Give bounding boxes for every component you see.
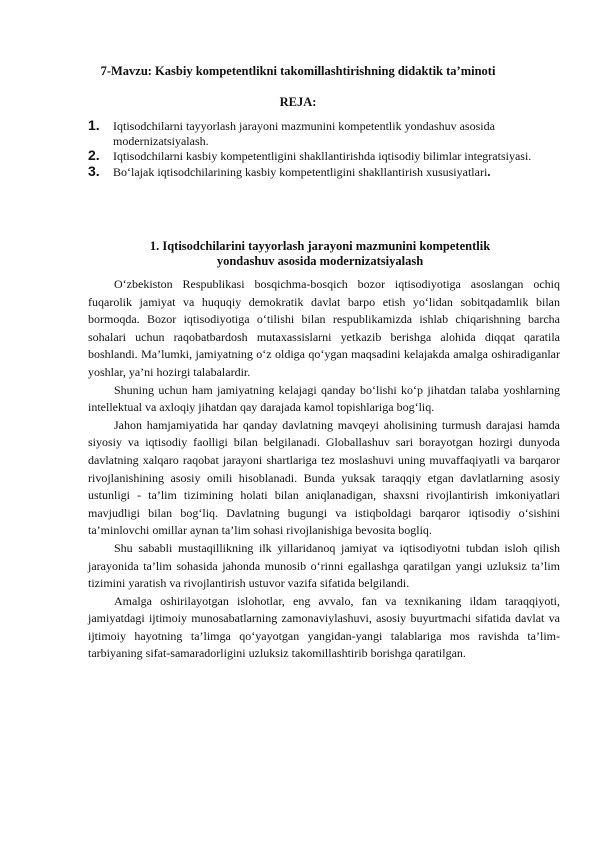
- outline-item-number: 2.: [88, 147, 100, 163]
- plan-outline: [88, 119, 538, 180]
- body-text: [88, 276, 560, 663]
- paragraph: Jahon hamjamiyatida har qanday davlatning mavqeyi aholisining turmush darajasi hamda siyosiy va iqtisodiy faolligi bilan belgilanadi. Globallashuv sari borayotgan hozirgi dunyoda davlatning xalqaro raqobat jarayoni shartlariga tez moslashuvi uning muvaffaqiyatli va barqaror rivojlanishining asosiy omili hisoblanadi. Bunda yuksak taraqqiy etgan davlatlarning asosiy ustunligi - ta’lim tizimining holati bilan aniqlanadigan, shaxsni rivojlantirish imkoniyatlari mavjudligi bilan bog‘liq. Davlatning bugungi va istiqboldagi barqaror iqtisodiy o‘sishini ta’minlovchi omillar aynan ta’lim sohasi rivojlanishiga bevosita bogliq.: [88, 417, 560, 538]
- outline-item: [88, 149, 538, 164]
- outline-item-text: Bo‘lajak iqtisodchilarining kasbiy kompetentligini shakllantirish xususiyatlari: [113, 164, 488, 179]
- document-title: 7-Mavzu: Kasbiy kompetentlikni takomillashtirishning didaktik ta’minoti: [100, 64, 496, 78]
- outline-item-number: 3.: [88, 162, 100, 179]
- outline-item-text: Iqtisodchilarni kasbiy kompetentligini shakllantirishda iqtisodiy bilimlar integratsiyasi.: [113, 149, 532, 163]
- paragraph: O‘zbekiston Respublikasi bosqichma-bosqich bozor iqtisodiyotiga asoslangan ochiq fuqarolik jamiyat va huquqiy demokratik davlat barpo etish yo‘lidan sobitqadamlik bilan bormoqda. Bozor iqtisodiyotiga o‘tilishi bilan respublikamizda ishlab chiqarishning barcha sohalari uchun raqobatbardosh mutaxassislarni yetkazib berishga alohida diqqat qaratila boshlandi. Ma’lumki, jamiyatning o‘z oldiga qo‘ygan maqsadini kelajakda amalga oshiradiganlar yoshlar, ya’ni hozirgi talabalardir.: [88, 277, 560, 379]
- outline-item-period: .: [487, 163, 491, 179]
- paragraph: Amalga oshirilayotgan islohotlar, eng avvalo, fan va texnikaning ildam taraqqiyoti, jamiyatdagi ijtimoiy munosabatlarning zamonaviylashuvi, asosiy buyurtmachi sifatida davlat va ijtimoiy hayotning ta’limga qo‘yayotgan yangidan-yangi talablariga mos ravishda ta’lim- tarbiyaning sifat-samaradorligini uzluksiz takomillashtirib borishga qaratilgan.: [88, 593, 560, 661]
- plan-heading: REJA:: [279, 95, 317, 109]
- outline-item: [88, 119, 538, 148]
- outline-item-number: 1.: [88, 117, 100, 133]
- section-heading: [120, 239, 520, 269]
- section-heading-line: yondashuv asosida modernizatsiyalash: [216, 254, 424, 268]
- paragraph: Shuning uchun ham jamiyatning kelajagi qanday bo‘lishi ko‘p jihatdan talaba yoshlarning intellektual va axloqiy jihatdan qay darajada kamol topishlariga bog‘liq.: [88, 382, 560, 415]
- outline-item-text: Iqtisodchilarni tayyorlash jarayoni mazmunini kompetentlik yondashuv asosida modernizatsiyalash.: [113, 119, 495, 148]
- section-heading-line: 1. Iqtisodchilarini tayyorlash jarayoni mazmunini kompetentlik: [149, 239, 491, 253]
- paragraph: Shu sababli mustaqillikning ilk yillaridanoq jamiyat va iqtisodiyotni tubdan isloh qilish jarayonida ta’lim sohasida jahonda munosib o‘rinni egallashga qaratilgan yangi uzluksiz ta’lim tizimini yaratish va rivojlantirish ustuvor vazifa sifatida belgilandi.: [88, 540, 560, 591]
- outline-item: [88, 162, 538, 180]
